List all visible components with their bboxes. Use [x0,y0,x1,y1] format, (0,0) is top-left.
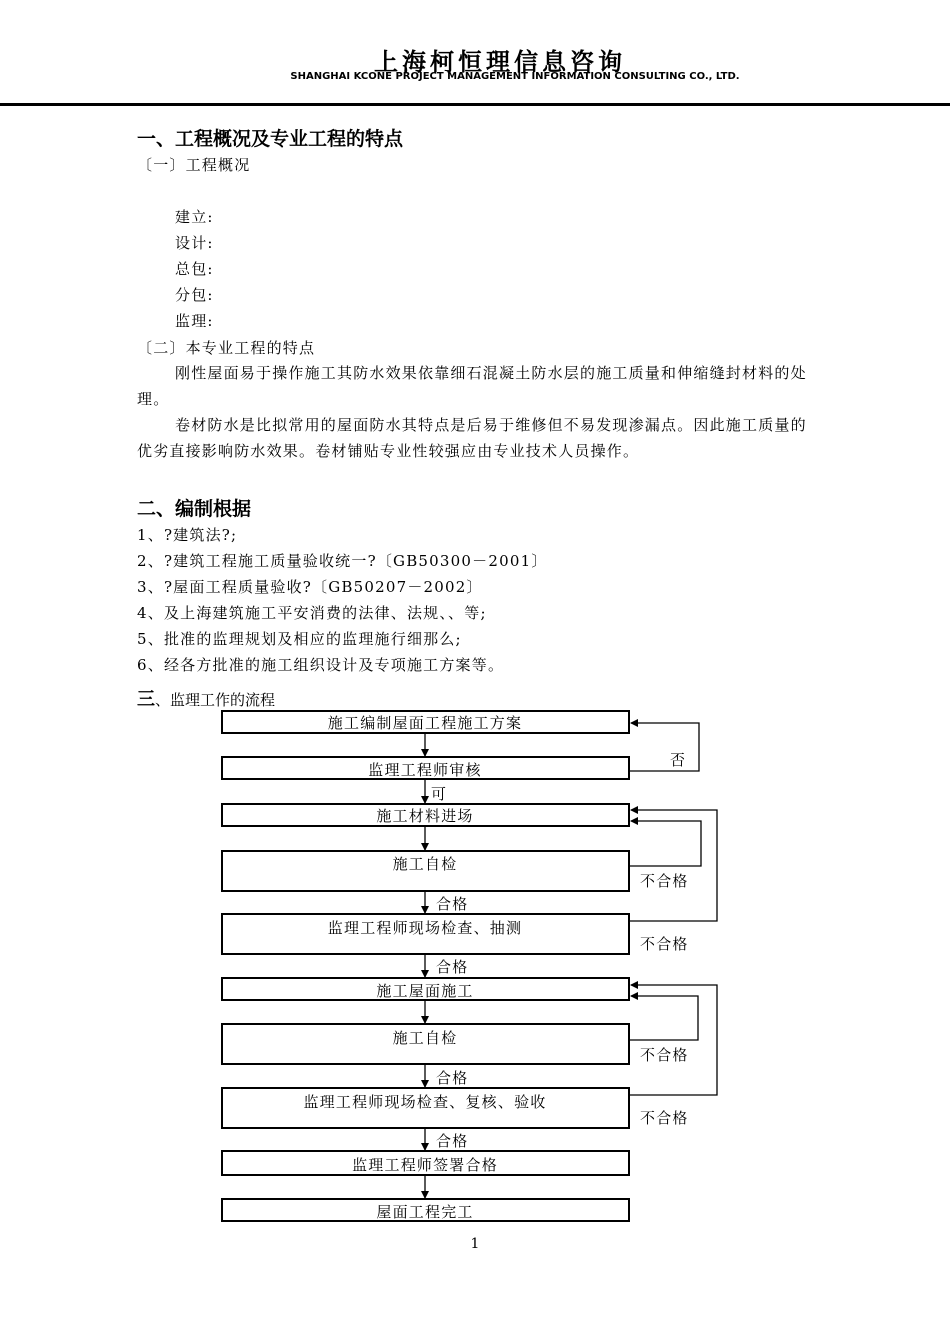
page-number: 1 [470,1236,480,1252]
section1-sub1: 〔一〕工程概况 [137,156,251,174]
flow-text-complete: 屋面工程完工 [376,1203,474,1221]
flow-text-engineer-review: 监理工程师审核 [368,761,482,779]
flow-label-fail: 不合格 [640,1109,689,1127]
section1-heading: 一、工程概况及专业工程的特点 [137,128,404,150]
basis-item: 2、?建筑工程施工质量验收统一?〔GB50300－2001〕 [137,552,548,570]
flow-text-sign-off: 监理工程师签署合格 [352,1156,498,1174]
flow-label-fail: 不合格 [640,872,689,890]
section2-heading: 二、编制根据 [137,498,252,520]
flow-text-acceptance: 监理工程师现场检查、复核、验收 [303,1093,547,1111]
flow-text-material-entry: 施工材料进场 [376,807,474,825]
party-fenbao: 分包: [175,286,214,304]
basis-item: 5、批准的监理规划及相应的监理施行细那么; [137,630,462,648]
flow-text-roof-construction: 施工屋面施工 [376,982,474,1000]
flow-label-pass: 合格 [436,1132,469,1150]
flow-label-fail: 不合格 [640,935,689,953]
flow-text-plan: 施工编制屋面工程施工方案 [327,714,523,732]
section3-heading-number: 三 [137,689,155,710]
basis-item: 6、经各方批准的施工组织设计及专项施工方案等。 [137,656,505,674]
basis-item: 4、及上海建筑施工平安消费的法律、法规、、等; [137,604,487,622]
flow-label-fail: 不合格 [640,1046,689,1064]
flow-text-site-inspection: 监理工程师现场检查、抽测 [327,919,523,937]
flow-label-reject: 否 [670,751,687,769]
flow-loop-fail-1 [629,821,701,866]
flow-loop-reject [629,723,699,771]
flow-label-approve: 可 [431,785,448,803]
company-title: 上海柯恒理信息咨询 [374,48,626,76]
paragraph-rigid-roof-text: 刚性屋面易于操作施工其防水效果依靠细石混凝土防水层的施工质量和伸缩缝封材料的处理。 [137,364,807,408]
section3-heading-text: 、监理工作的流程 [155,691,276,709]
flow-loop-fail-3 [629,996,698,1040]
basis-item: 1、?建筑法?; [137,526,238,544]
party-jianli: 建立: [175,208,214,226]
flow-label-pass: 合格 [436,1069,469,1087]
basis-item: 3、?屋面工程质量验收?〔GB50207－2002〕 [137,578,483,596]
flow-text-self-check-2: 施工自检 [392,1029,458,1047]
flow-label-pass: 合格 [436,958,469,976]
party-sheji: 设计: [175,234,214,252]
party-jianli-2: 监理: [175,312,214,330]
flow-label-pass: 合格 [436,895,469,913]
party-zongbao: 总包: [175,260,214,278]
company-subtitle: SHANGHAI KCONE PROJECT MANAGEMENT INFORMATION CONSULTING CO., LTD. [290,71,740,82]
flow-text-self-check-1: 施工自检 [392,855,458,873]
section1-sub2: 〔二〕本专业工程的特点 [137,339,316,357]
paragraph-membrane-text: 卷材防水是比拟常用的屋面防水其特点是后易于维修但不易发现渗漏点。因此施工质量的优劣直接影响防水效果。卷材铺贴专业性较强应由专业技术人员操作。 [137,416,807,460]
